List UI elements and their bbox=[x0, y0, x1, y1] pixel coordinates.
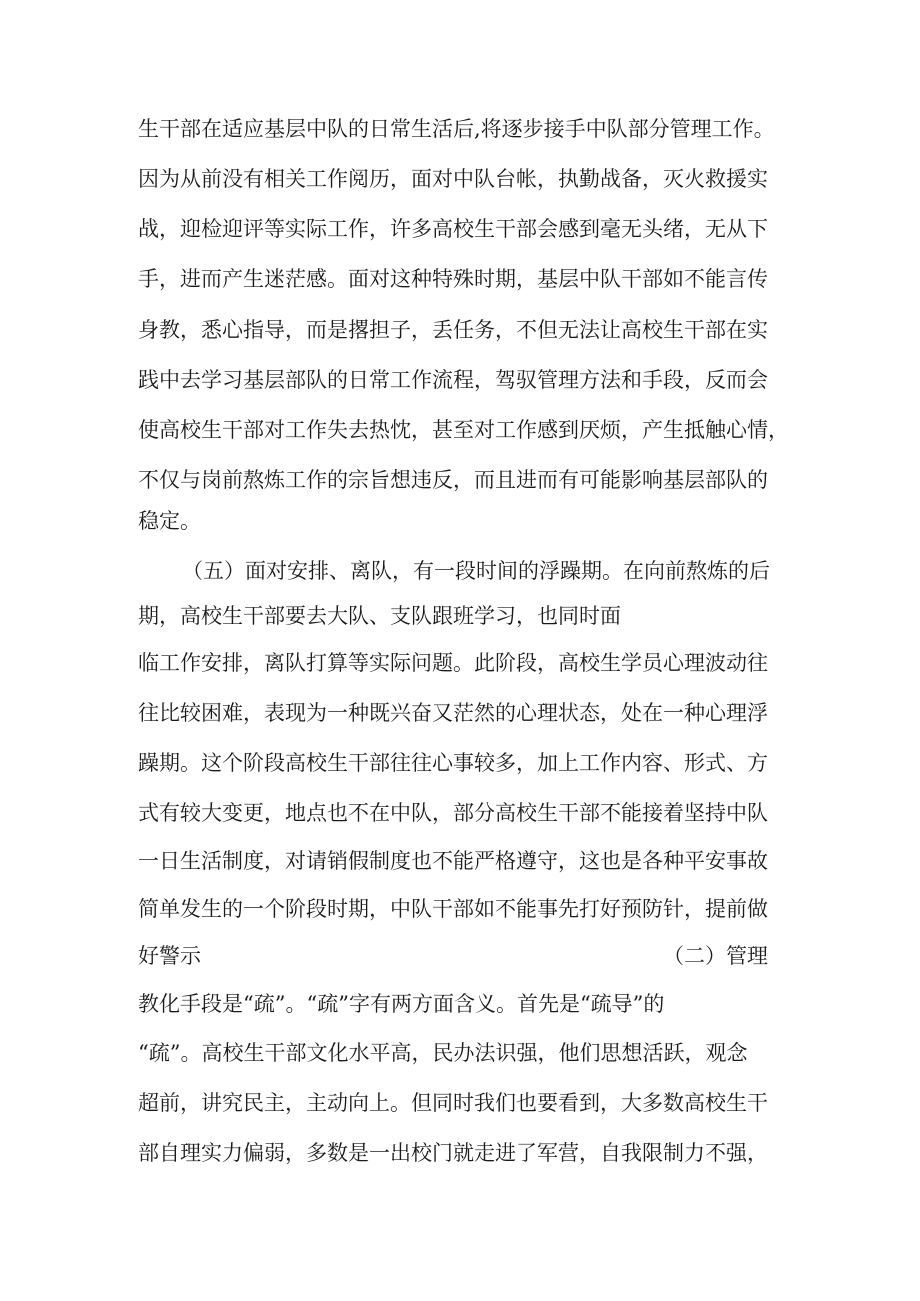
text-line: 手，进而产生迷茫感。面对这种特殊时期，基层中队干部如不能言传 bbox=[138, 267, 768, 291]
text-line: 因为从前没有相关工作阅历，面对中队台帐，执勤战备，灭火救援实 bbox=[138, 167, 768, 191]
section-heading-fragment: （二）管理 bbox=[663, 944, 768, 968]
text-line: 式有较大变更，地点也不在中队，部分高校生干部不能接着坚持中队 bbox=[138, 801, 768, 825]
text-line: 生干部在适应基层中队的日常生活后,将逐步接手中队部分管理工作。 bbox=[138, 117, 775, 141]
text-line: 不仅与岗前熬炼工作的宗旨想违反，而且进而有可能影响基层部队的 bbox=[138, 468, 768, 492]
text-line: 超前，讲究民主，主动向上。但同时我们也要看到，大多数高校生干 bbox=[138, 1091, 768, 1115]
text-line: 践中去学习基层部队的日常工作流程，驾驭管理方法和手段，反而会 bbox=[138, 368, 768, 392]
text-line: 教化手段是“疏”。“疏”字有两方面含义。首先是“疏导”的 bbox=[138, 992, 665, 1016]
text-line: 一日生活制度，对请销假制度也不能严格遵守，这也是各种平安事故 bbox=[138, 849, 768, 873]
paragraph-heading-line: （五）面对安排、离队，有一段时间的浮躁期。在向前熬炼的后 bbox=[182, 559, 770, 583]
text-line: 简单发生的一个阶段时期，中队干部如不能事先打好预防针，提前做 bbox=[138, 897, 768, 921]
text-line: 使高校生干部对工作失去热忱，甚至对工作感到厌烦，产生抵触心情， bbox=[138, 418, 789, 442]
text-line: 身教，悉心指导，而是撂担子，丢任务，不但无法让高校生干部在实 bbox=[138, 318, 768, 342]
text-line: 部自理实力偏弱，多数是一出校门就走进了军营，自我限制力不强， bbox=[138, 1141, 768, 1165]
text-line: 战，迎检迎评等实际工作，许多高校生干部会感到毫无头绪，无从下 bbox=[138, 217, 768, 241]
text-line: “疏”。高校生干部文化水平高，民办法识强，他们思想活跃，观念 bbox=[138, 1041, 748, 1065]
text-line: 临工作安排，离队打算等实际问题。此阶段，高校生学员心理波动往 bbox=[138, 651, 768, 675]
text-line: 期，高校生干部要去大队、支队跟班学习，也同时面 bbox=[138, 604, 621, 628]
text-line: 躁期。这个阶段高校生干部往往心事较多，加上工作内容、形式、方 bbox=[138, 751, 768, 775]
text-line: 往比较困难，表现为一种既兴奋又茫然的心理状态，处在一种心理浮 bbox=[138, 701, 768, 725]
text-line: 稳定。 bbox=[138, 509, 201, 533]
text-line: 好警示 bbox=[138, 944, 201, 968]
